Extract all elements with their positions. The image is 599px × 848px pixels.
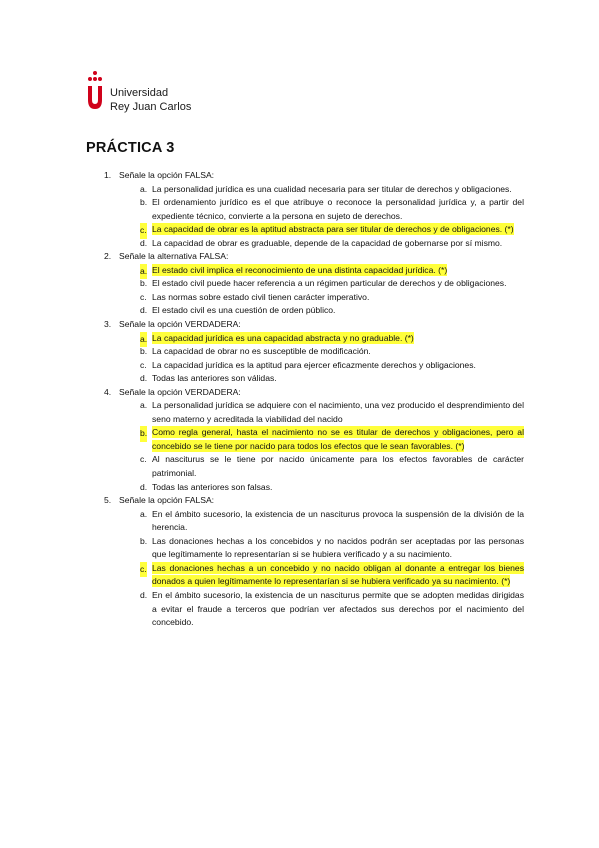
option-letter: a. <box>140 508 148 519</box>
option-content <box>152 400 524 424</box>
option-letter: c. <box>140 562 147 578</box>
option-content <box>152 197 524 221</box>
option-text: Todas las anteriores son válidas. <box>152 373 277 384</box>
option-content <box>152 332 414 344</box>
question-prompt <box>104 250 524 264</box>
university-logo <box>86 70 206 116</box>
option-content <box>152 184 512 194</box>
page-title: PRÁCTICA 3 <box>86 140 175 156</box>
option-letter: b. <box>140 426 147 442</box>
option-text: La capacidad jurídica es la aptitud para ejercer eficazmente derechos y obligaciones. <box>152 359 476 370</box>
answer-option <box>104 508 524 535</box>
question-prompt-text: Señale la opción FALSA: <box>119 170 215 180</box>
option-text: La capacidad de obrar no es susceptible de modificación. <box>152 346 371 357</box>
answer-option-highlighted <box>104 332 524 346</box>
option-text: El ordenamiento jurídico es el que atribuye o reconoce la personalidad jurídica y, a partir del expediente técnico, convierte a la persona en sujeto de derechos. <box>152 197 524 221</box>
option-text: El estado civil implica el reconocimiento de una distinta capacidad jurídica. (*) <box>152 264 448 275</box>
answer-option-highlighted <box>104 426 524 453</box>
option-text: El estado civil puede hacer referencia a un régimen particular de derechos y de obligaciones. <box>152 278 507 289</box>
answer-option <box>104 481 524 495</box>
option-text: La capacidad de obrar es la aptitud abstracta para ser titular de derechos y de obligaciones. (*) <box>152 224 514 235</box>
option-text: Las normas sobre estado civil tienen carácter imperativo. <box>152 291 370 302</box>
logo-text <box>110 86 191 114</box>
logo-line-university: Universidad <box>110 87 169 99</box>
option-letter: a. <box>140 332 147 348</box>
option-content <box>152 509 524 533</box>
option-content <box>152 223 514 235</box>
option-content <box>152 346 371 356</box>
question-prompt-text: Señale la opción VERDADERA: <box>119 319 241 330</box>
option-letter: c. <box>140 291 147 302</box>
option-letter: d. <box>140 373 148 384</box>
question-prompt-text: Señale la opción FALSA: <box>119 495 215 506</box>
answer-option-highlighted <box>104 562 524 589</box>
option-content <box>152 305 335 315</box>
urjc-logo-icon <box>86 70 104 116</box>
option-content <box>152 590 524 627</box>
answer-option <box>104 589 524 630</box>
option-text: Las donaciones hechas a un concebido y no nacido obligan al donante a entregar los bienes donados a quien legítimamente lo representarían si se hubiera verificado ya su nacimiento. (*) <box>152 562 524 587</box>
option-letter: d. <box>140 305 148 316</box>
question-1 <box>104 169 524 250</box>
option-letter: b. <box>140 535 148 546</box>
answer-option <box>104 304 524 318</box>
answer-option-highlighted <box>104 264 524 278</box>
option-text: En el ámbito sucesorio, la existencia de un nasciturus permite que se adopten medidas dirigidas a evitar el fraude a terceros que podrían ver afectados sus derechos por el nacimiento del concebido. <box>152 589 524 628</box>
question-4 <box>104 386 524 494</box>
answer-option <box>104 399 524 426</box>
question-prompt <box>104 169 524 183</box>
question-prompt <box>104 318 524 332</box>
option-text: Todas las anteriores son falsas. <box>152 481 273 492</box>
option-text: En el ámbito sucesorio, la existencia de un nasciturus provoca la suspensión de la división de la herencia. <box>152 508 524 533</box>
option-letter: a. <box>140 264 147 280</box>
option-text: Al nasciturus se le tiene por nacido únicamente para los efectos favorables de carácter patrimonial. <box>152 454 524 479</box>
option-letter: d. <box>140 481 148 492</box>
option-letter: c. <box>140 454 147 465</box>
question-number: 2. <box>104 251 112 262</box>
option-text: La capacidad de obrar es graduable, depende de la capacidad de gobernarse por sí mismo. <box>152 237 503 248</box>
question-number: 5. <box>104 495 112 506</box>
option-content <box>152 373 277 383</box>
answer-option <box>104 196 524 223</box>
option-content <box>152 562 524 588</box>
option-letter: d. <box>140 237 148 248</box>
question-prompt-text: Señale la alternativa FALSA: <box>119 251 229 262</box>
question-number: 1. <box>104 170 112 180</box>
option-letter: b. <box>140 197 148 208</box>
option-content <box>152 360 476 370</box>
answer-option <box>104 453 524 480</box>
option-content <box>152 454 524 478</box>
option-letter: c. <box>140 223 147 239</box>
question-2 <box>104 250 524 318</box>
option-text: Las donaciones hechas a los concebidos y no nacidos podrán ser aceptadas por las personas que legítimamente lo representarían si se hubiera verificado y a su nacimiento. <box>152 535 524 560</box>
option-letter: b. <box>140 278 148 289</box>
option-text: La personalidad jurídica se adquiere con el nacimiento, una vez producido el desprendimiento del seno materno y acreditada la viabilidad del nacido <box>152 400 524 424</box>
question-list <box>104 169 524 630</box>
question-prompt <box>104 494 524 508</box>
option-text: La personalidad jurídica es una cualidad necesaria para ser titular de derechos y obligaciones. <box>152 183 512 194</box>
answer-option <box>104 372 524 386</box>
question-number: 4. <box>104 386 112 397</box>
option-letter: c. <box>140 359 147 370</box>
option-content <box>152 238 502 248</box>
answer-option <box>104 359 524 373</box>
answer-option <box>104 277 524 291</box>
option-text: La capacidad jurídica es una capacidad abstracta y no graduable. (*) <box>152 332 414 343</box>
option-letter: a. <box>140 400 148 411</box>
answer-option-highlighted <box>104 223 524 237</box>
option-content <box>152 264 447 276</box>
option-text: El estado civil es una cuestión de orden público. <box>152 305 336 316</box>
option-content <box>152 426 524 452</box>
question-prompt <box>104 386 524 400</box>
option-letter: a. <box>140 183 148 194</box>
question-number: 3. <box>104 319 112 330</box>
logo-line-name: Rey Juan Carlos <box>110 101 192 113</box>
option-content <box>152 292 369 302</box>
answer-option <box>104 291 524 305</box>
answer-option <box>104 535 524 562</box>
question-5 <box>104 494 524 629</box>
option-letter: d. <box>140 589 148 600</box>
question-prompt-text: Señale la opción VERDADERA: <box>119 386 241 397</box>
option-content <box>152 278 506 288</box>
option-text: Como regla general, hasta el nacimiento no se es titular de derechos y obligaciones, pero al concebido se le tiene por nacido para todos los efectos que le sean favorables. (*) <box>152 427 524 451</box>
question-3 <box>104 318 524 386</box>
option-letter: b. <box>140 346 148 357</box>
option-content <box>152 536 524 560</box>
answer-option <box>104 183 524 197</box>
answer-option <box>104 345 524 359</box>
option-content <box>152 482 272 492</box>
answer-option <box>104 237 524 251</box>
